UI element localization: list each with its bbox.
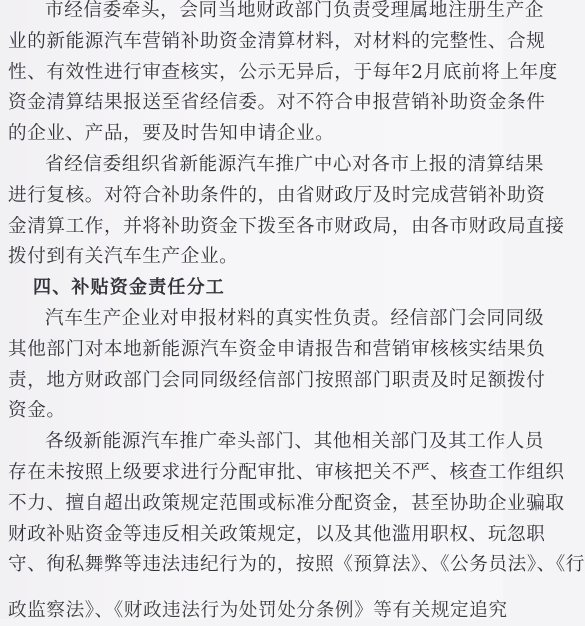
paragraph-line: 的企业、产品，要及时告知申请企业。 [8, 123, 335, 145]
cutoff-line-text: 政监察法》、《财政违法行为处罚处分条例》等有关规定追究 [8, 600, 508, 621]
paragraph-line: 业的新能源汽车营销补助资金清算材料，对材料的完整性、合规 [8, 30, 546, 52]
paragraph-line: 资金清算结果报送至省经信委。对不符合申报营销补助资金条件 [8, 92, 546, 114]
paragraph-line: 资金。 [8, 400, 66, 422]
paragraph-line: 汽车生产企业对申报材料的真实性负责。经信部门会同同级 [45, 308, 545, 329]
paragraph-line: 省经信委组织省新能源汽车推广中心对各市上报的清算结果 [45, 154, 545, 175]
cutoff-line [0, 600, 508, 621]
paragraph-line: 拨付到有关汽车生产企业。 [8, 246, 239, 268]
paragraph-line: 各级新能源汽车推广牵头部门、其他相关部门及其工作人员 [45, 431, 545, 453]
paragraph-line: 进行复核。对符合补助条件的，由省财政厅及时完成营销补助资 [8, 184, 546, 206]
paragraph-line: 不力、擅自超出政策规定范围或标准分配资金，甚至协助企业骗取 [8, 492, 565, 514]
paragraph-line: 存在未按照上级要求进行分配审批、审核把关不严、核查工作组织 [8, 462, 565, 483]
paragraph-line: 其他部门对本地新能源汽车资金申请报告和营销审核核实结果负 [8, 338, 546, 360]
paragraph-line: 财政补贴资金等违反相关政策规定，以及其他滥用职权、玩忽职 [8, 523, 546, 545]
paragraph-line: 责，地方财政部门会同同级经信部门按照部门职责及时足额拨付 [8, 369, 546, 391]
paragraph-line: 市经信委牵头，会同当地财政部门负责受理属地注册生产企 [45, 0, 545, 21]
section-heading: 四、补贴资金责任分工 [33, 277, 225, 299]
paragraph-line: 性、有效性进行审查核实，公示无异后，于每年2月底前将上年度 [8, 61, 558, 83]
paragraph-line: 守、徇私舞弊等违法违纪行为的，按照《预算法》、《公务员法》、《行 [8, 554, 585, 576]
paragraph-line: 金清算工作，并将补助资金下拨至各市财政局，由各市财政局直接 [8, 215, 565, 237]
